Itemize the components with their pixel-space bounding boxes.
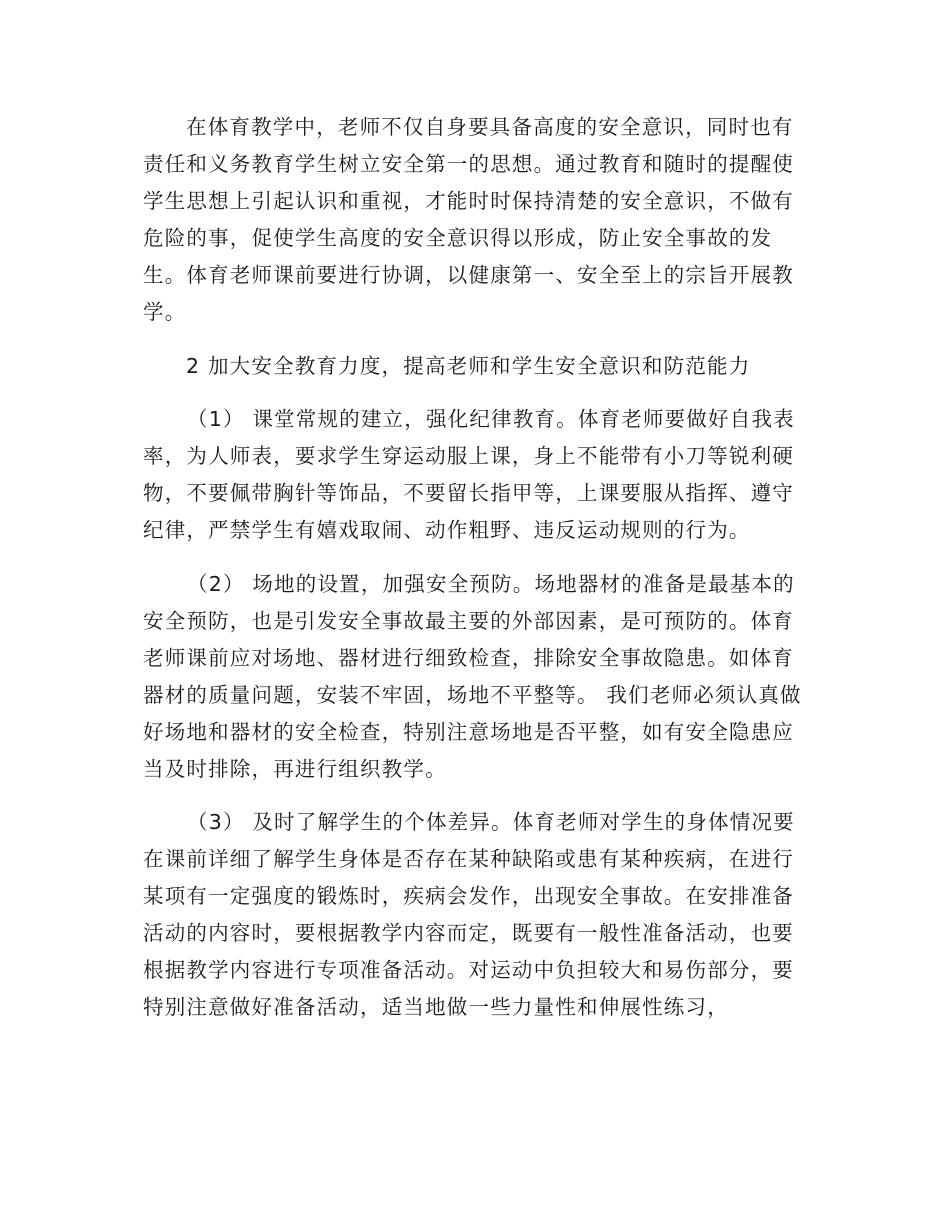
paragraph-4-line-4: 活动的内容时，要根据教学内容而定，既要有一般性准备活动，也要 bbox=[143, 921, 794, 945]
paragraph-4-line-5: 根据教学内容进行专项准备活动。对运动中负担较大和易伤部分，要 bbox=[143, 958, 794, 982]
paragraph-4-line-3: 某项有一定强度的锻炼时，疾病会发作，出现安全事故。在安排准备 bbox=[143, 884, 794, 908]
paragraph-3-line-5: 好场地和器材的安全检查，特别注意场地是否平整，如有安全隐患应 bbox=[143, 720, 794, 744]
paragraph-4-line-1: （3） 及时了解学生的个体差异。体育老师对学生的身体情况要 bbox=[187, 810, 795, 834]
paragraph-1-line-4: 危险的事，促使学生高度的安全意识得以形成，防止安全事故的发 bbox=[143, 226, 773, 250]
paragraph-1-line-6: 学。 bbox=[143, 300, 187, 324]
paragraph-3-line-2: 安全预防，也是引发安全事故最主要的外部因素，是可预防的。体育 bbox=[143, 609, 794, 633]
paragraph-2-line-3: 物，不要佩带胸针等饰品，不要留长指甲等，上课要服从指挥、遵守 bbox=[143, 481, 794, 505]
paragraph-3-line-3: 老师课前应对场地、器材进行细致检查，排除安全事故隐患。如体育 bbox=[143, 646, 794, 670]
section-heading-2: 2 加大安全教育力度，提高老师和学生安全意识和防范能力 bbox=[186, 354, 751, 378]
paragraph-4-line-2: 在课前详细了解学生身体是否存在某种缺陷或患有某种疾病，在进行 bbox=[143, 847, 794, 871]
paragraph-3-line-4: 器材的质量问题，安装不牢固，场地不平整等。 我们老师必须认真做 bbox=[143, 683, 802, 707]
paragraph-1-line-3: 学生思想上引起认识和重视，才能时时保持清楚的安全意识，不做有 bbox=[143, 189, 794, 213]
paragraph-2-line-2: 率，为人师表，要求学生穿运动服上课，身上不能带有小刀等锐利硬 bbox=[143, 444, 794, 468]
paragraph-1-line-1: 在体育教学中，老师不仅自身要具备高度的安全意识，同时也有 bbox=[186, 115, 794, 139]
paragraph-1-line-5: 生。体育老师课前要进行协调，以健康第一、安全至上的宗旨开展教 bbox=[143, 263, 794, 287]
paragraph-2-line-4: 纪律，严禁学生有嬉戏取闹、动作粗野、违反运动规则的行为。 bbox=[143, 518, 751, 542]
paragraph-3-line-6: 当及时排除，再进行组织教学。 bbox=[143, 757, 447, 781]
paragraph-4-line-6: 特别注意做好准备活动，适当地做一些力量性和伸展性练习， bbox=[143, 995, 729, 1019]
paragraph-3-line-1: （2） 场地的设置，加强安全预防。场地器材的准备是最基本的 bbox=[187, 572, 795, 596]
paragraph-2-line-1: （1） 课堂常规的建立，强化纪律教育。体育老师要做好自我表 bbox=[187, 407, 795, 431]
paragraph-1-line-2: 责任和义务教育学生树立安全第一的思想。通过教育和随时的提醒使 bbox=[143, 152, 794, 176]
